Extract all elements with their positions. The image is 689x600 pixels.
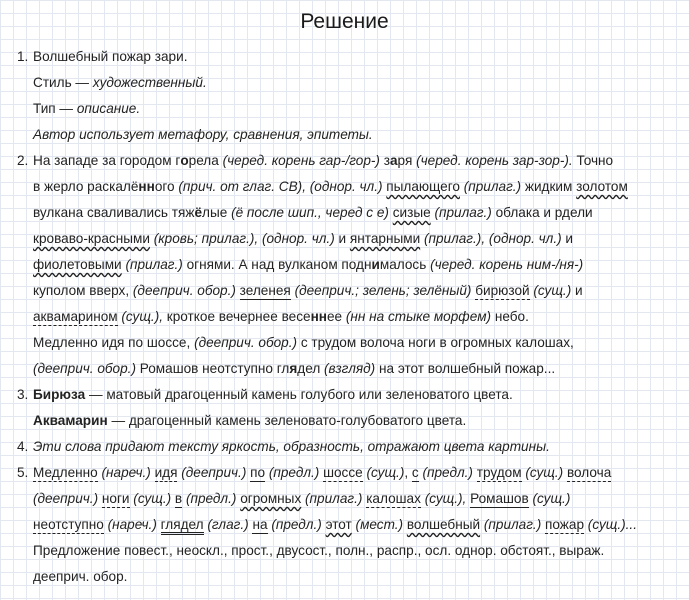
text-line: Медленно идя по шоссе, (дееприч. обор.) с трудом волоча ноги в огромных калошах, — [33, 335, 574, 350]
item-number: 3. — [17, 387, 29, 402]
text-line: фиолетовыми (прилаг.) огнями. А над вулканом поднималось (черед. корень ним-/ня-) — [33, 257, 584, 272]
text-line: На западе за городом горела (черед. корень гар-/гор-) заря (черед. корень зар-зор-). Точно — [33, 153, 614, 168]
text-line: Тип — описание. — [33, 101, 141, 116]
item-number: 1. — [17, 49, 29, 64]
text-line: Эти слова придают тексту яркость, образность, отражают цвета картины. — [33, 439, 550, 454]
text-line: Волшебный пожар зари. — [33, 49, 188, 64]
item-number: 5. — [17, 465, 29, 480]
text-line: (дееприч. обор.) Ромашов неотступно глядел (взгляд) на этот волшебный пожар... — [33, 361, 556, 376]
item-number: 2. — [17, 153, 29, 168]
item-number: 4. — [17, 439, 29, 454]
text-line: Аквамарин — драгоценный камень зеленовато-голубоватого цвета. — [33, 413, 467, 428]
text-line: куполом вверх, (дееприч. обор.) зеленея (дееприч.; зелень; зелёный) бирюзой (сущ.) и — [33, 283, 583, 298]
text-line: вулкана сваливались тяжёлые (ё после шип., черед с е) сизые (прилаг.) облака и рдели — [33, 205, 593, 220]
page-title: Решение — [300, 10, 389, 33]
text-line: в жерло раскалённого (прич. от глаг. СВ), (однор. чл.) пылающего (прилаг.) жидким золотом — [33, 179, 628, 194]
text-line: Медленно (нареч.) идя (дееприч.) по (предл.) шоссе (сущ.), с (предл.) трудом (сущ.) волоча — [33, 465, 612, 480]
text-line: дееприч. обор. — [33, 569, 128, 584]
text-line: неотступно (нареч.) глядел (глаг.) на (предл.) этот (мест.) волшебный (прилаг.) пожар (сущ.)... — [33, 516, 637, 534]
text-line: (дееприч.) ноги (сущ.) в (предл.) огромных (прилаг.) калошах (сущ.), Ромашов (сущ.) — [33, 491, 571, 506]
text-line: Стиль — художественный. — [33, 75, 207, 90]
text-line: Автор использует метафору, сравнения, эпитеты. — [33, 127, 373, 142]
text-line: кроваво-красными (кровь; прилаг.), (однор. чл.) и янтарными (прилаг.), (однор. чл.) и — [33, 231, 574, 246]
text-line: Предложение повест., неоскл., прост., двусост., полн., распр., осл. однор. обстоят., выраж. — [33, 543, 605, 558]
text-line: аквамарином (сущ.), кроткое вечернее весеннее (нн на стыке морфем) небо. — [33, 309, 529, 324]
text-line: Бирюза — матовый драгоценный камень голубого или зеленоватого цвета. — [33, 387, 513, 402]
